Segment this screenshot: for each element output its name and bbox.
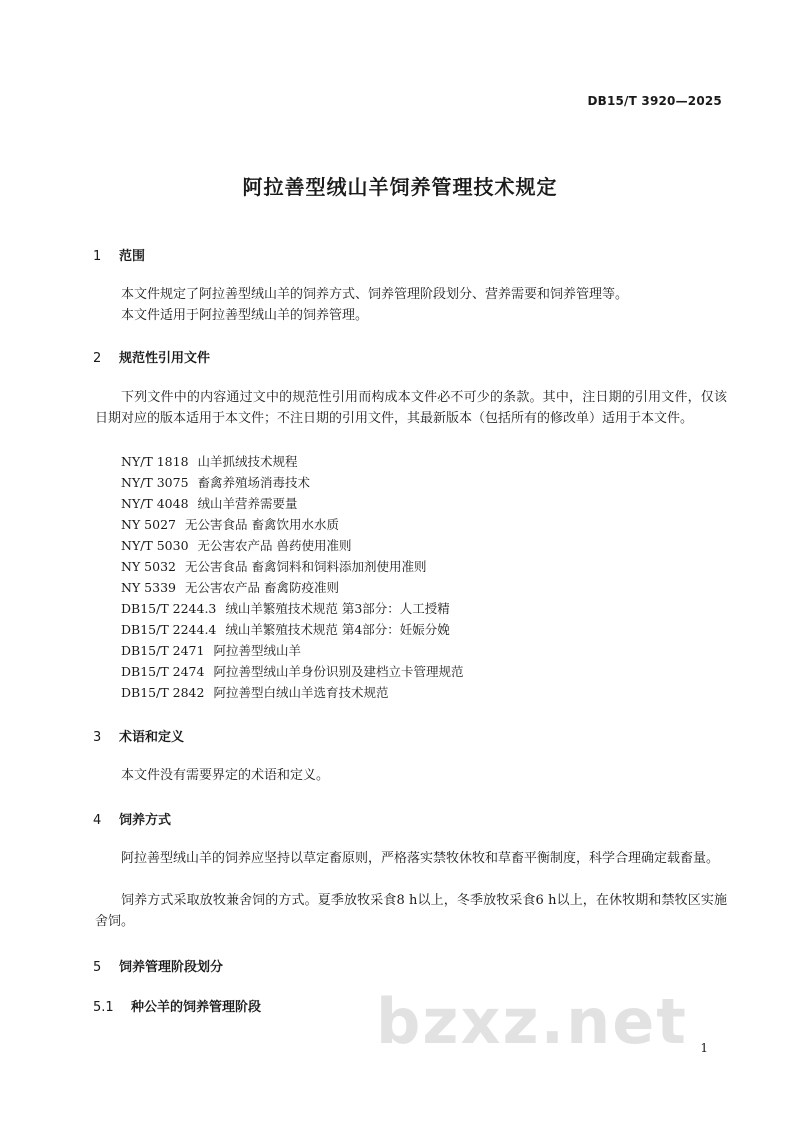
reference-code: DB15/T 2474 <box>121 664 205 679</box>
paragraph: 本文件没有需要界定的术语和定义。 <box>121 768 330 783</box>
reference-item <box>121 640 463 661</box>
paragraph: 本文件规定了阿拉善型绒山羊的饲养方式、饲养管理阶段划分、营养需要和饲养管理等。 <box>121 287 629 302</box>
reference-item <box>121 598 463 619</box>
section-title: 术语和定义 <box>119 730 185 745</box>
section-4-heading <box>93 809 171 828</box>
reference-item <box>121 556 463 577</box>
section-number: 5.1 <box>93 1000 114 1015</box>
paragraph: 下列文件中的内容通过文中的规范性引用而构成本文件必不可少的条款。其中，注日期的引用文件，仅该日期对应的版本适用于本文件；不注日期的引用文件，其最新版本（包括所有的修改单）适用于本文件。 <box>95 390 727 426</box>
reference-name: 无公害农产品 兽药使用准则 <box>197 538 352 553</box>
section-3-heading <box>93 726 184 745</box>
reference-code: NY/T 1818 <box>121 454 189 469</box>
section-title: 饲养管理阶段划分 <box>119 960 224 975</box>
section-number: 2 <box>93 351 102 366</box>
page-number: 1 <box>700 1041 708 1055</box>
reference-item <box>121 535 463 556</box>
reference-name: 阿拉善型白绒山羊选育技术规范 <box>213 685 389 700</box>
reference-code: NY 5032 <box>121 559 176 574</box>
reference-code: NY/T 3075 <box>121 475 189 490</box>
section-number: 4 <box>93 813 102 828</box>
paragraph: 阿拉善型绒山羊的饲养应坚持以草定畜原则，严格落实禁牧休牧和草畜平衡制度，科学合理确定载畜量。 <box>121 851 720 866</box>
section-number: 5 <box>93 960 102 975</box>
section-number: 3 <box>93 730 102 745</box>
reference-name: 绒山羊繁殖技术规范 第3部分：人工授精 <box>225 601 450 616</box>
paragraph: 饲养方式采取放牧兼舍饲的方式。夏季放牧采食8 h以上，冬季放牧采食6 h以上，在休牧期和禁牧区实施舍饲。 <box>95 893 727 929</box>
reference-code: DB15/T 2842 <box>121 685 205 700</box>
document-title: 阿拉善型绒山羊饲养管理技术规定 <box>242 175 558 199</box>
section-2-heading <box>93 347 210 366</box>
section-title: 规范性引用文件 <box>119 351 211 366</box>
reference-item <box>121 451 463 472</box>
section-5-heading <box>93 956 223 975</box>
reference-item <box>121 472 463 493</box>
normative-reference-list <box>121 451 463 703</box>
reference-name: 阿拉善型绒山羊 <box>213 643 301 658</box>
reference-name: 绒山羊繁殖技术规范 第4部分：妊娠分娩 <box>225 622 450 637</box>
reference-item <box>121 682 463 703</box>
reference-name: 绒山羊营养需要量 <box>197 496 298 511</box>
section-title: 种公羊的饲养管理阶段 <box>131 1000 262 1015</box>
section-number: 1 <box>93 249 102 264</box>
section-title: 饲养方式 <box>119 813 172 828</box>
document-code: DB15/T 3920—2025 <box>587 94 722 108</box>
reference-name: 无公害食品 畜禽饲料和饲料添加剂使用准则 <box>184 559 427 574</box>
reference-item <box>121 577 463 598</box>
section-1-heading <box>93 245 145 264</box>
reference-code: DB15/T 2244.4 <box>121 622 217 637</box>
reference-item <box>121 661 463 682</box>
reference-code: NY/T 4048 <box>121 496 189 511</box>
reference-item <box>121 619 463 640</box>
watermark: bzxz.net <box>376 985 688 1058</box>
reference-code: NY 5027 <box>121 517 176 532</box>
reference-code: NY/T 5030 <box>121 538 189 553</box>
reference-code: DB15/T 2471 <box>121 643 205 658</box>
reference-name: 无公害食品 畜禽饮用水水质 <box>184 517 339 532</box>
subsection-5-1-heading <box>93 996 261 1015</box>
reference-item <box>121 493 463 514</box>
reference-name: 畜禽养殖场消毒技术 <box>197 475 311 490</box>
reference-code: DB15/T 2244.3 <box>121 601 217 616</box>
reference-name: 山羊抓绒技术规程 <box>197 454 298 469</box>
paragraph: 本文件适用于阿拉善型绒山羊的饲养管理。 <box>121 308 369 323</box>
reference-code: NY 5339 <box>121 580 176 595</box>
section-title: 范围 <box>119 249 146 264</box>
reference-name: 阿拉善型绒山羊身份识别及建档立卡管理规范 <box>213 664 464 679</box>
reference-name: 无公害农产品 畜禽防疫准则 <box>184 580 339 595</box>
reference-item <box>121 514 463 535</box>
